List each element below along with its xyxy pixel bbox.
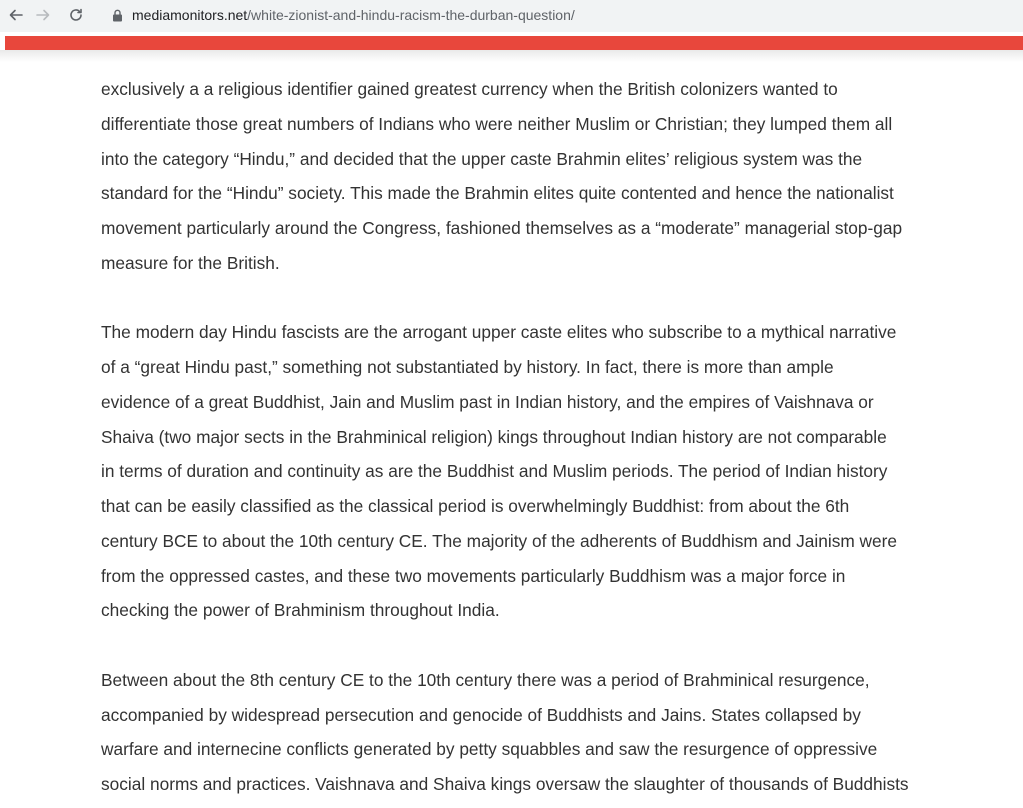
paragraph-spacer (101, 281, 1023, 316)
article-body (101, 72, 1023, 802)
paragraph-1 (101, 72, 1023, 281)
text-line: into the category “Hindu,” and decided that the upper caste Brahmin elites’ religious system was the (101, 148, 863, 169)
text-line: from the oppressed castes, and these two movements particularly Buddhism was a major force in (101, 565, 846, 586)
text-line: of a “great Hindu past,” something not substantiated by history. In fact, there is more than ample (101, 357, 834, 377)
text-line: differentiate those great numbers of Indians who were neither Muslim or Christian; they lumped them all (101, 113, 893, 134)
url-host: mediamonitors.net (132, 7, 248, 23)
text-line: Shaiva (two major sects in the Brahminical religion) kings throughout Indian history are not comparable (101, 426, 887, 447)
arrow-left-icon (8, 7, 24, 23)
text-line: evidence of a great Buddhist, Jain and Muslim past in Indian history, and the empires of Vaishnava or (101, 391, 874, 412)
text-line: measure for the British. (101, 252, 280, 273)
back-button[interactable] (5, 4, 27, 26)
paragraph-2 (101, 315, 1023, 628)
text-line: The modern day Hindu fascists are the arrogant upper caste elites who subscribe to a mythical narrative (101, 322, 897, 343)
text-line: accompanied by widespread persecution and genocide of Buddhists and Jains. States collapsed by (101, 704, 861, 725)
text-line: movement particularly around the Congress, fashioned themselves as a “moderate” managerial stop-gap (101, 218, 903, 238)
site-banner-bar (5, 36, 1023, 50)
text-line: social norms and practices. Vaishnava and Shaiva kings oversaw the slaughter of thousands of Buddhists (101, 774, 909, 794)
url-path: /white-zionist-and-hindu-racism-the-durban-question/ (247, 7, 575, 23)
arrow-right-icon (35, 7, 51, 23)
text-line: that can be easily classified as the classical period is overwhelmingly Buddhist: from about the 6th (101, 496, 850, 516)
text-line: standard for the “Hindu” society. This made the Brahmin elites quite contented and hence the nationalist (101, 183, 894, 204)
url-text[interactable] (132, 7, 575, 23)
reload-icon (68, 7, 84, 23)
text-line: exclusively a a religious identifier gained greatest currency when the British colonizers wanted to (101, 79, 838, 99)
lock-icon (112, 8, 124, 22)
text-line: century BCE to about the 10th century CE. The majority of the adherents of Buddhism and Jainism were (101, 530, 898, 551)
address-bar[interactable] (100, 1, 1023, 29)
browser-toolbar (0, 0, 1023, 32)
banner-shadow (0, 50, 1023, 62)
text-line: in terms of duration and continuity as are the Buddhist and Muslim periods. The period of Indian history (101, 461, 888, 482)
text-line: checking the power of Brahminism throughout India. (101, 600, 500, 621)
forward-button[interactable] (32, 4, 54, 26)
text-line: warfare and internecine conflicts generated by petty squabbles and saw the resurgence of oppressive (101, 739, 878, 760)
reload-button[interactable] (65, 4, 87, 26)
paragraph-spacer (101, 628, 1023, 663)
text-line: Between about the 8th century CE to the 10th century there was a period of Brahminical resurgence, (101, 669, 870, 690)
paragraph-3 (101, 663, 1023, 802)
